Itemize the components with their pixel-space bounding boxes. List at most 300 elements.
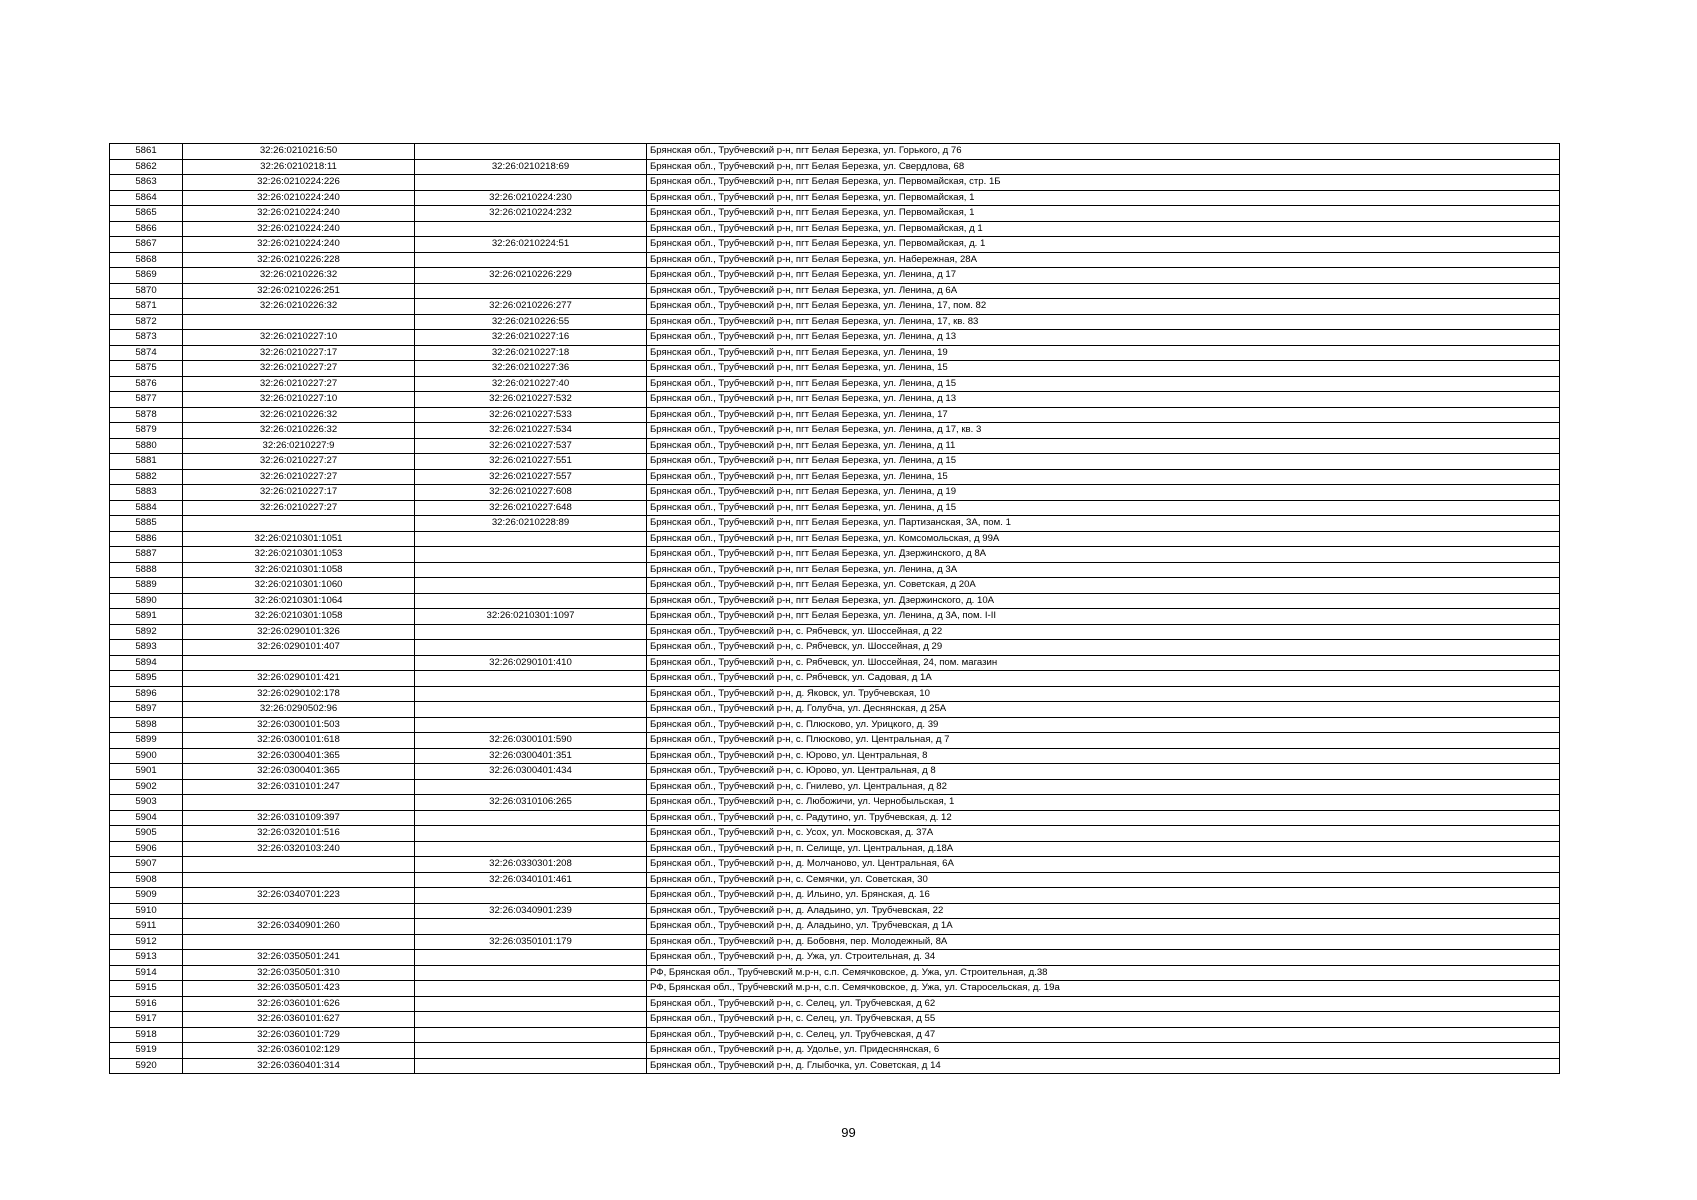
cadastral-number-cell: 32:26:0290101:421 xyxy=(183,671,415,687)
cadastral-number-cell: 32:26:0320101:516 xyxy=(183,826,415,842)
table-body xyxy=(110,144,1560,1074)
address-cell: Брянская обл., Трубчевский р-н, с. Рябчевск, ул. Шоссейная, д 22 xyxy=(647,624,1560,640)
row-number-cell: 5890 xyxy=(110,593,183,609)
cadastral-number-cell: 32:26:0210224:240 xyxy=(183,237,415,253)
address-cell: Брянская обл., Трубчевский р-н, д. Ужа, ул. Строительная, д. 34 xyxy=(647,950,1560,966)
row-number-cell: 5899 xyxy=(110,733,183,749)
row-number-cell: 5910 xyxy=(110,903,183,919)
address-cell: Брянская обл., Трубчевский р-н, с. Рябчевск, ул. Шоссейная, 24, пом. магазин xyxy=(647,655,1560,671)
row-number-cell: 5881 xyxy=(110,454,183,470)
table-row xyxy=(110,562,1560,578)
cadastral-number-cell: 32:26:0290502:96 xyxy=(183,702,415,718)
row-number-cell: 5920 xyxy=(110,1058,183,1074)
row-number-cell: 5896 xyxy=(110,686,183,702)
row-number-cell: 5862 xyxy=(110,159,183,175)
related-cadastral-number-cell xyxy=(415,624,647,640)
row-number-cell: 5914 xyxy=(110,965,183,981)
row-number-cell: 5902 xyxy=(110,779,183,795)
address-cell: Брянская обл., Трубчевский р-н, д. Ильино, ул. Брянская, д. 16 xyxy=(647,888,1560,904)
address-cell: Брянская обл., Трубчевский р-н, пгт Белая Березка, ул. Набережная, 28А xyxy=(647,252,1560,268)
cadastral-number-cell: 32:26:0210224:226 xyxy=(183,175,415,191)
row-number-cell: 5916 xyxy=(110,996,183,1012)
related-cadastral-number-cell xyxy=(415,175,647,191)
row-number-cell: 5898 xyxy=(110,717,183,733)
cadastral-number-cell xyxy=(183,934,415,950)
related-cadastral-number-cell xyxy=(415,1058,647,1074)
row-number-cell: 5901 xyxy=(110,764,183,780)
row-number-cell: 5912 xyxy=(110,934,183,950)
address-cell: Брянская обл., Трубчевский р-н, п. Селище, ул. Центральная, д.18А xyxy=(647,841,1560,857)
cadastral-number-cell: 32:26:0210227:17 xyxy=(183,485,415,501)
related-cadastral-number-cell: 32:26:0290101:410 xyxy=(415,655,647,671)
table-row xyxy=(110,717,1560,733)
row-number-cell: 5887 xyxy=(110,547,183,563)
table-row xyxy=(110,190,1560,206)
row-number-cell: 5882 xyxy=(110,469,183,485)
cadastral-number-cell: 32:26:0310109:397 xyxy=(183,810,415,826)
cadastral-number-cell: 32:26:0320103:240 xyxy=(183,841,415,857)
cadastral-number-cell: 32:26:0210301:1051 xyxy=(183,531,415,547)
table-row xyxy=(110,671,1560,687)
cadastral-number-cell: 32:26:0350501:310 xyxy=(183,965,415,981)
row-number-cell: 5889 xyxy=(110,578,183,594)
table-row xyxy=(110,981,1560,997)
address-cell: Брянская обл., Трубчевский р-н, пгт Белая Березка, ул. Ленина, 17 xyxy=(647,407,1560,423)
address-cell: Брянская обл., Трубчевский р-н, пгт Белая Березка, ул. Ленина, д 13 xyxy=(647,392,1560,408)
cadastral-number-cell: 32:26:0210301:1060 xyxy=(183,578,415,594)
table-row xyxy=(110,159,1560,175)
related-cadastral-number-cell xyxy=(415,826,647,842)
registry-table-wrapper xyxy=(109,143,1560,1074)
cadastral-number-cell: 32:26:0210224:240 xyxy=(183,190,415,206)
address-cell: Брянская обл., Трубчевский р-н, пгт Белая Березка, ул. Первомайская, стр. 1Б xyxy=(647,175,1560,191)
table-row xyxy=(110,748,1560,764)
table-row xyxy=(110,1058,1560,1074)
row-number-cell: 5903 xyxy=(110,795,183,811)
table-row xyxy=(110,795,1560,811)
table-row xyxy=(110,485,1560,501)
table-row xyxy=(110,469,1560,485)
row-number-cell: 5871 xyxy=(110,299,183,315)
cadastral-number-cell: 32:26:0340901:260 xyxy=(183,919,415,935)
table-row xyxy=(110,1012,1560,1028)
related-cadastral-number-cell: 32:26:0210226:277 xyxy=(415,299,647,315)
table-row xyxy=(110,888,1560,904)
related-cadastral-number-cell xyxy=(415,702,647,718)
address-cell: Брянская обл., Трубчевский р-н, пгт Белая Березка, ул. Ленина, д 13 xyxy=(647,330,1560,346)
row-number-cell: 5895 xyxy=(110,671,183,687)
cadastral-number-cell: 32:26:0210227:27 xyxy=(183,454,415,470)
related-cadastral-number-cell xyxy=(415,779,647,795)
address-cell: Брянская обл., Трубчевский р-н, пгт Белая Березка, ул. Ленина, д 15 xyxy=(647,500,1560,516)
row-number-cell: 5878 xyxy=(110,407,183,423)
table-row xyxy=(110,407,1560,423)
related-cadastral-number-cell xyxy=(415,547,647,563)
table-row xyxy=(110,624,1560,640)
cadastral-number-cell xyxy=(183,655,415,671)
row-number-cell: 5880 xyxy=(110,438,183,454)
table-row xyxy=(110,779,1560,795)
cadastral-number-cell: 32:26:0300401:365 xyxy=(183,748,415,764)
address-cell: Брянская обл., Трубчевский р-н, д. Молчаново, ул. Центральная, 6А xyxy=(647,857,1560,873)
registry-table xyxy=(109,143,1560,1074)
address-cell: Брянская обл., Трубчевский р-н, с. Плюсково, ул. Урицкого, д. 39 xyxy=(647,717,1560,733)
address-cell: Брянская обл., Трубчевский р-н, с. Семячки, ул. Советская, 30 xyxy=(647,872,1560,888)
address-cell: Брянская обл., Трубчевский р-н, пгт Белая Березка, ул. Ленина, д 19 xyxy=(647,485,1560,501)
cadastral-number-cell: 32:26:0310101:247 xyxy=(183,779,415,795)
cadastral-number-cell: 32:26:0210224:240 xyxy=(183,206,415,222)
address-cell: Брянская обл., Трубчевский р-н, с. Усох, ул. Московская, д. 37А xyxy=(647,826,1560,842)
related-cadastral-number-cell: 32:26:0210227:16 xyxy=(415,330,647,346)
table-row xyxy=(110,314,1560,330)
table-row xyxy=(110,345,1560,361)
cadastral-number-cell xyxy=(183,795,415,811)
related-cadastral-number-cell xyxy=(415,593,647,609)
address-cell: Брянская обл., Трубчевский р-н, пгт Белая Березка, ул. Ленина, 19 xyxy=(647,345,1560,361)
table-row xyxy=(110,872,1560,888)
row-number-cell: 5911 xyxy=(110,919,183,935)
cadastral-number-cell: 32:26:0210224:240 xyxy=(183,221,415,237)
row-number-cell: 5907 xyxy=(110,857,183,873)
row-number-cell: 5893 xyxy=(110,640,183,656)
related-cadastral-number-cell: 32:26:0210227:36 xyxy=(415,361,647,377)
cadastral-number-cell: 32:26:0210226:32 xyxy=(183,268,415,284)
related-cadastral-number-cell: 32:26:0210227:534 xyxy=(415,423,647,439)
related-cadastral-number-cell xyxy=(415,283,647,299)
row-number-cell: 5886 xyxy=(110,531,183,547)
row-number-cell: 5892 xyxy=(110,624,183,640)
row-number-cell: 5894 xyxy=(110,655,183,671)
table-row xyxy=(110,423,1560,439)
address-cell: Брянская обл., Трубчевский р-н, пгт Белая Березка, ул. Дзержинского, д. 10А xyxy=(647,593,1560,609)
row-number-cell: 5905 xyxy=(110,826,183,842)
address-cell: Брянская обл., Трубчевский р-н, с. Любожичи, ул. Чернобыльская, 1 xyxy=(647,795,1560,811)
related-cadastral-number-cell xyxy=(415,531,647,547)
address-cell: Брянская обл., Трубчевский р-н, с. Селец, ул. Трубчевская, д 47 xyxy=(647,1027,1560,1043)
cadastral-number-cell: 32:26:0210227:10 xyxy=(183,392,415,408)
address-cell: Брянская обл., Трубчевский р-н, с. Юрово, ул. Центральная, д 8 xyxy=(647,764,1560,780)
cadastral-number-cell: 32:26:0210227:27 xyxy=(183,469,415,485)
table-row xyxy=(110,268,1560,284)
table-row xyxy=(110,686,1560,702)
table-row xyxy=(110,903,1560,919)
address-cell: Брянская обл., Трубчевский р-н, д. Глыбочка, ул. Советская, д 14 xyxy=(647,1058,1560,1074)
address-cell: Брянская обл., Трубчевский р-н, пгт Белая Березка, ул. Ленина, 17, кв. 83 xyxy=(647,314,1560,330)
table-row xyxy=(110,965,1560,981)
address-cell: Брянская обл., Трубчевский р-н, д. Яковск, ул. Трубчевская, 10 xyxy=(647,686,1560,702)
address-cell: Брянская обл., Трубчевский р-н, пгт Белая Березка, ул. Дзержинского, д 8А xyxy=(647,547,1560,563)
table-row xyxy=(110,299,1560,315)
address-cell: РФ, Брянская обл., Трубчевский м.р-н, с.п. Семячковское, д. Ужа, ул. Старосельская, д. 19а xyxy=(647,981,1560,997)
cadastral-number-cell: 32:26:0350501:423 xyxy=(183,981,415,997)
row-number-cell: 5873 xyxy=(110,330,183,346)
address-cell: Брянская обл., Трубчевский р-н, д. Бобовня, пер. Молодежный, 8А xyxy=(647,934,1560,950)
cadastral-number-cell: 32:26:0210227:10 xyxy=(183,330,415,346)
table-row xyxy=(110,361,1560,377)
cadastral-number-cell: 32:26:0300401:365 xyxy=(183,764,415,780)
related-cadastral-number-cell: 32:26:0210227:608 xyxy=(415,485,647,501)
table-row xyxy=(110,934,1560,950)
table-row xyxy=(110,376,1560,392)
address-cell: Брянская обл., Трубчевский р-н, пгт Белая Березка, ул. Ленина, д 3А xyxy=(647,562,1560,578)
address-cell: Брянская обл., Трубчевский р-н, пгт Белая Березка, ул. Ленина, 15 xyxy=(647,361,1560,377)
row-number-cell: 5865 xyxy=(110,206,183,222)
address-cell: Брянская обл., Трубчевский р-н, с. Гнилево, ул. Центральная, д 82 xyxy=(647,779,1560,795)
related-cadastral-number-cell xyxy=(415,1027,647,1043)
related-cadastral-number-cell: 32:26:0210226:229 xyxy=(415,268,647,284)
row-number-cell: 5870 xyxy=(110,283,183,299)
row-number-cell: 5908 xyxy=(110,872,183,888)
row-number-cell: 5917 xyxy=(110,1012,183,1028)
table-row xyxy=(110,252,1560,268)
table-row xyxy=(110,454,1560,470)
related-cadastral-number-cell xyxy=(415,144,647,160)
cadastral-number-cell: 32:26:0210226:228 xyxy=(183,252,415,268)
row-number-cell: 5913 xyxy=(110,950,183,966)
address-cell: Брянская обл., Трубчевский р-н, пгт Белая Березка, ул. Ленина, д 6А xyxy=(647,283,1560,299)
cadastral-number-cell: 32:26:0210301:1058 xyxy=(183,562,415,578)
table-row xyxy=(110,531,1560,547)
cadastral-number-cell: 32:26:0350501:241 xyxy=(183,950,415,966)
related-cadastral-number-cell: 32:26:0210301:1097 xyxy=(415,609,647,625)
table-row xyxy=(110,330,1560,346)
address-cell: Брянская обл., Трубчевский р-н, с. Рябчевск, ул. Садовая, д 1А xyxy=(647,671,1560,687)
cadastral-number-cell: 32:26:0360101:626 xyxy=(183,996,415,1012)
address-cell: Брянская обл., Трубчевский р-н, пгт Белая Березка, ул. Первомайская, 1 xyxy=(647,206,1560,222)
address-cell: Брянская обл., Трубчевский р-н, пгт Белая Березка, ул. Ленина, д 3А, пом. I-II xyxy=(647,609,1560,625)
row-number-cell: 5872 xyxy=(110,314,183,330)
row-number-cell: 5891 xyxy=(110,609,183,625)
row-number-cell: 5879 xyxy=(110,423,183,439)
related-cadastral-number-cell xyxy=(415,810,647,826)
address-cell: Брянская обл., Трубчевский р-н, д. Аладьино, ул. Трубчевская, 22 xyxy=(647,903,1560,919)
cadastral-number-cell: 32:26:0340701:223 xyxy=(183,888,415,904)
related-cadastral-number-cell xyxy=(415,252,647,268)
related-cadastral-number-cell xyxy=(415,640,647,656)
cadastral-number-cell: 32:26:0360102:129 xyxy=(183,1043,415,1059)
address-cell: Брянская обл., Трубчевский р-н, пгт Белая Березка, ул. Ленина, 15 xyxy=(647,469,1560,485)
address-cell: Брянская обл., Трубчевский р-н, пгт Белая Березка, ул. Комсомольская, д 99А xyxy=(647,531,1560,547)
table-row xyxy=(110,547,1560,563)
related-cadastral-number-cell: 32:26:0210224:230 xyxy=(415,190,647,206)
cadastral-number-cell: 32:26:0210301:1064 xyxy=(183,593,415,609)
table-row xyxy=(110,175,1560,191)
related-cadastral-number-cell xyxy=(415,578,647,594)
row-number-cell: 5876 xyxy=(110,376,183,392)
table-row xyxy=(110,733,1560,749)
table-row xyxy=(110,810,1560,826)
cadastral-number-cell: 32:26:0360401:314 xyxy=(183,1058,415,1074)
related-cadastral-number-cell xyxy=(415,1043,647,1059)
related-cadastral-number-cell: 32:26:0300401:351 xyxy=(415,748,647,764)
table-row xyxy=(110,578,1560,594)
related-cadastral-number-cell: 32:26:0340101:461 xyxy=(415,872,647,888)
related-cadastral-number-cell: 32:26:0210227:532 xyxy=(415,392,647,408)
related-cadastral-number-cell xyxy=(415,965,647,981)
cadastral-number-cell: 32:26:0300101:618 xyxy=(183,733,415,749)
table-row xyxy=(110,857,1560,873)
related-cadastral-number-cell xyxy=(415,950,647,966)
related-cadastral-number-cell: 32:26:0210227:533 xyxy=(415,407,647,423)
row-number-cell: 5863 xyxy=(110,175,183,191)
cadastral-number-cell: 32:26:0360101:729 xyxy=(183,1027,415,1043)
related-cadastral-number-cell: 32:26:0210224:232 xyxy=(415,206,647,222)
cadastral-number-cell: 32:26:0210226:32 xyxy=(183,423,415,439)
cadastral-number-cell: 32:26:0210218:11 xyxy=(183,159,415,175)
address-cell: Брянская обл., Трубчевский р-н, д. Голубча, ул. Деснянская, д 25А xyxy=(647,702,1560,718)
table-row xyxy=(110,655,1560,671)
row-number-cell: 5904 xyxy=(110,810,183,826)
address-cell: Брянская обл., Трубчевский р-н, с. Плюсково, ул. Центральная, д 7 xyxy=(647,733,1560,749)
cadastral-number-cell xyxy=(183,857,415,873)
related-cadastral-number-cell: 32:26:0210218:69 xyxy=(415,159,647,175)
row-number-cell: 5869 xyxy=(110,268,183,284)
related-cadastral-number-cell xyxy=(415,686,647,702)
row-number-cell: 5868 xyxy=(110,252,183,268)
cadastral-number-cell: 32:26:0210226:32 xyxy=(183,299,415,315)
cadastral-number-cell: 32:26:0210227:27 xyxy=(183,376,415,392)
address-cell: Брянская обл., Трубчевский р-н, пгт Белая Березка, ул. Советская, д 20А xyxy=(647,578,1560,594)
table-row xyxy=(110,283,1560,299)
related-cadastral-number-cell xyxy=(415,717,647,733)
row-number-cell: 5909 xyxy=(110,888,183,904)
cadastral-number-cell: 32:26:0210216:50 xyxy=(183,144,415,160)
cadastral-number-cell: 32:26:0210227:27 xyxy=(183,361,415,377)
row-number-cell: 5885 xyxy=(110,516,183,532)
row-number-cell: 5883 xyxy=(110,485,183,501)
row-number-cell: 5900 xyxy=(110,748,183,764)
row-number-cell: 5877 xyxy=(110,392,183,408)
related-cadastral-number-cell: 32:26:0210227:537 xyxy=(415,438,647,454)
row-number-cell: 5867 xyxy=(110,237,183,253)
row-number-cell: 5875 xyxy=(110,361,183,377)
cadastral-number-cell: 32:26:0210226:32 xyxy=(183,407,415,423)
row-number-cell: 5897 xyxy=(110,702,183,718)
row-number-cell: 5884 xyxy=(110,500,183,516)
address-cell: Брянская обл., Трубчевский р-н, пгт Белая Березка, ул. Первомайская, д 1 xyxy=(647,221,1560,237)
cadastral-number-cell: 32:26:0210227:17 xyxy=(183,345,415,361)
address-cell: Брянская обл., Трубчевский р-н, пгт Белая Березка, ул. Партизанская, 3А, пом. 1 xyxy=(647,516,1560,532)
related-cadastral-number-cell: 32:26:0210227:40 xyxy=(415,376,647,392)
row-number-cell: 5866 xyxy=(110,221,183,237)
address-cell: Брянская обл., Трубчевский р-н, пгт Белая Березка, ул. Ленина, д 15 xyxy=(647,454,1560,470)
related-cadastral-number-cell xyxy=(415,981,647,997)
table-row xyxy=(110,206,1560,222)
table-row xyxy=(110,640,1560,656)
table-row xyxy=(110,764,1560,780)
row-number-cell: 5861 xyxy=(110,144,183,160)
table-row xyxy=(110,1027,1560,1043)
table-row xyxy=(110,516,1560,532)
address-cell: Брянская обл., Трубчевский р-н, д. Удолье, ул. Придеснянская, 6 xyxy=(647,1043,1560,1059)
related-cadastral-number-cell xyxy=(415,562,647,578)
address-cell: Брянская обл., Трубчевский р-н, пгт Белая Березка, ул. Первомайская, д. 1 xyxy=(647,237,1560,253)
row-number-cell: 5864 xyxy=(110,190,183,206)
address-cell: Брянская обл., Трубчевский р-н, с. Селец, ул. Трубчевская, д 62 xyxy=(647,996,1560,1012)
row-number-cell: 5874 xyxy=(110,345,183,361)
related-cadastral-number-cell: 32:26:0210227:551 xyxy=(415,454,647,470)
address-cell: Брянская обл., Трубчевский р-н, пгт Белая Березка, ул. Ленина, д 17 xyxy=(647,268,1560,284)
cadastral-number-cell xyxy=(183,903,415,919)
address-cell: Брянская обл., Трубчевский р-н, пгт Белая Березка, ул. Горького, д 76 xyxy=(647,144,1560,160)
related-cadastral-number-cell: 32:26:0210228:89 xyxy=(415,516,647,532)
table-row xyxy=(110,702,1560,718)
table-row xyxy=(110,609,1560,625)
related-cadastral-number-cell: 32:26:0300101:590 xyxy=(415,733,647,749)
related-cadastral-number-cell: 32:26:0300401:434 xyxy=(415,764,647,780)
table-row xyxy=(110,950,1560,966)
table-row xyxy=(110,841,1560,857)
row-number-cell: 5906 xyxy=(110,841,183,857)
page-number: 99 xyxy=(841,1125,856,1140)
table-row xyxy=(110,996,1560,1012)
row-number-cell: 5918 xyxy=(110,1027,183,1043)
related-cadastral-number-cell: 32:26:0210227:557 xyxy=(415,469,647,485)
related-cadastral-number-cell: 32:26:0310106:265 xyxy=(415,795,647,811)
cadastral-number-cell: 32:26:0290101:407 xyxy=(183,640,415,656)
row-number-cell: 5919 xyxy=(110,1043,183,1059)
related-cadastral-number-cell: 32:26:0350101:179 xyxy=(415,934,647,950)
cadastral-number-cell: 32:26:0210226:251 xyxy=(183,283,415,299)
address-cell: Брянская обл., Трубчевский р-н, с. Рябчевск, ул. Шоссейная, д 29 xyxy=(647,640,1560,656)
related-cadastral-number-cell xyxy=(415,671,647,687)
related-cadastral-number-cell xyxy=(415,1012,647,1028)
related-cadastral-number-cell: 32:26:0210227:648 xyxy=(415,500,647,516)
cadastral-number-cell: 32:26:0290102:178 xyxy=(183,686,415,702)
table-row xyxy=(110,500,1560,516)
address-cell: Брянская обл., Трубчевский р-н, с. Радутино, ул. Трубчевская, д. 12 xyxy=(647,810,1560,826)
table-row xyxy=(110,237,1560,253)
row-number-cell: 5915 xyxy=(110,981,183,997)
related-cadastral-number-cell xyxy=(415,919,647,935)
cadastral-number-cell: 32:26:0360101:627 xyxy=(183,1012,415,1028)
related-cadastral-number-cell: 32:26:0210227:18 xyxy=(415,345,647,361)
table-row xyxy=(110,826,1560,842)
cadastral-number-cell: 32:26:0210227:27 xyxy=(183,500,415,516)
cadastral-number-cell xyxy=(183,872,415,888)
address-cell: Брянская обл., Трубчевский р-н, пгт Белая Березка, ул. Ленина, д 17, кв. 3 xyxy=(647,423,1560,439)
table-row xyxy=(110,144,1560,160)
cadastral-number-cell: 32:26:0210301:1053 xyxy=(183,547,415,563)
related-cadastral-number-cell xyxy=(415,996,647,1012)
table-row xyxy=(110,593,1560,609)
address-cell: РФ, Брянская обл., Трубчевский м.р-н, с.п. Семячковское, д. Ужа, ул. Строительная, д.38 xyxy=(647,965,1560,981)
related-cadastral-number-cell: 32:26:0330301:208 xyxy=(415,857,647,873)
address-cell: Брянская обл., Трубчевский р-н, с. Юрово, ул. Центральная, 8 xyxy=(647,748,1560,764)
cadastral-number-cell: 32:26:0210301:1058 xyxy=(183,609,415,625)
address-cell: Брянская обл., Трубчевский р-н, д. Аладьино, ул. Трубчевская, д 1А xyxy=(647,919,1560,935)
row-number-cell: 5888 xyxy=(110,562,183,578)
table-row xyxy=(110,438,1560,454)
address-cell: Брянская обл., Трубчевский р-н, пгт Белая Березка, ул. Свердлова, 68 xyxy=(647,159,1560,175)
cadastral-number-cell: 32:26:0300101:503 xyxy=(183,717,415,733)
address-cell: Брянская обл., Трубчевский р-н, пгт Белая Березка, ул. Ленина, 17, пом. 82 xyxy=(647,299,1560,315)
related-cadastral-number-cell: 32:26:0340901:239 xyxy=(415,903,647,919)
address-cell: Брянская обл., Трубчевский р-н, пгт Белая Березка, ул. Первомайская, 1 xyxy=(647,190,1560,206)
table-row xyxy=(110,919,1560,935)
cadastral-number-cell xyxy=(183,314,415,330)
cadastral-number-cell: 32:26:0290101:326 xyxy=(183,624,415,640)
address-cell: Брянская обл., Трубчевский р-н, пгт Белая Березка, ул. Ленина, д 11 xyxy=(647,438,1560,454)
address-cell: Брянская обл., Трубчевский р-н, с. Селец, ул. Трубчевская, д 55 xyxy=(647,1012,1560,1028)
cadastral-number-cell: 32:26:0210227:9 xyxy=(183,438,415,454)
related-cadastral-number-cell: 32:26:0210224:51 xyxy=(415,237,647,253)
related-cadastral-number-cell xyxy=(415,841,647,857)
address-cell: Брянская обл., Трубчевский р-н, пгт Белая Березка, ул. Ленина, д 15 xyxy=(647,376,1560,392)
cadastral-number-cell xyxy=(183,516,415,532)
table-row xyxy=(110,392,1560,408)
related-cadastral-number-cell: 32:26:0210226:55 xyxy=(415,314,647,330)
